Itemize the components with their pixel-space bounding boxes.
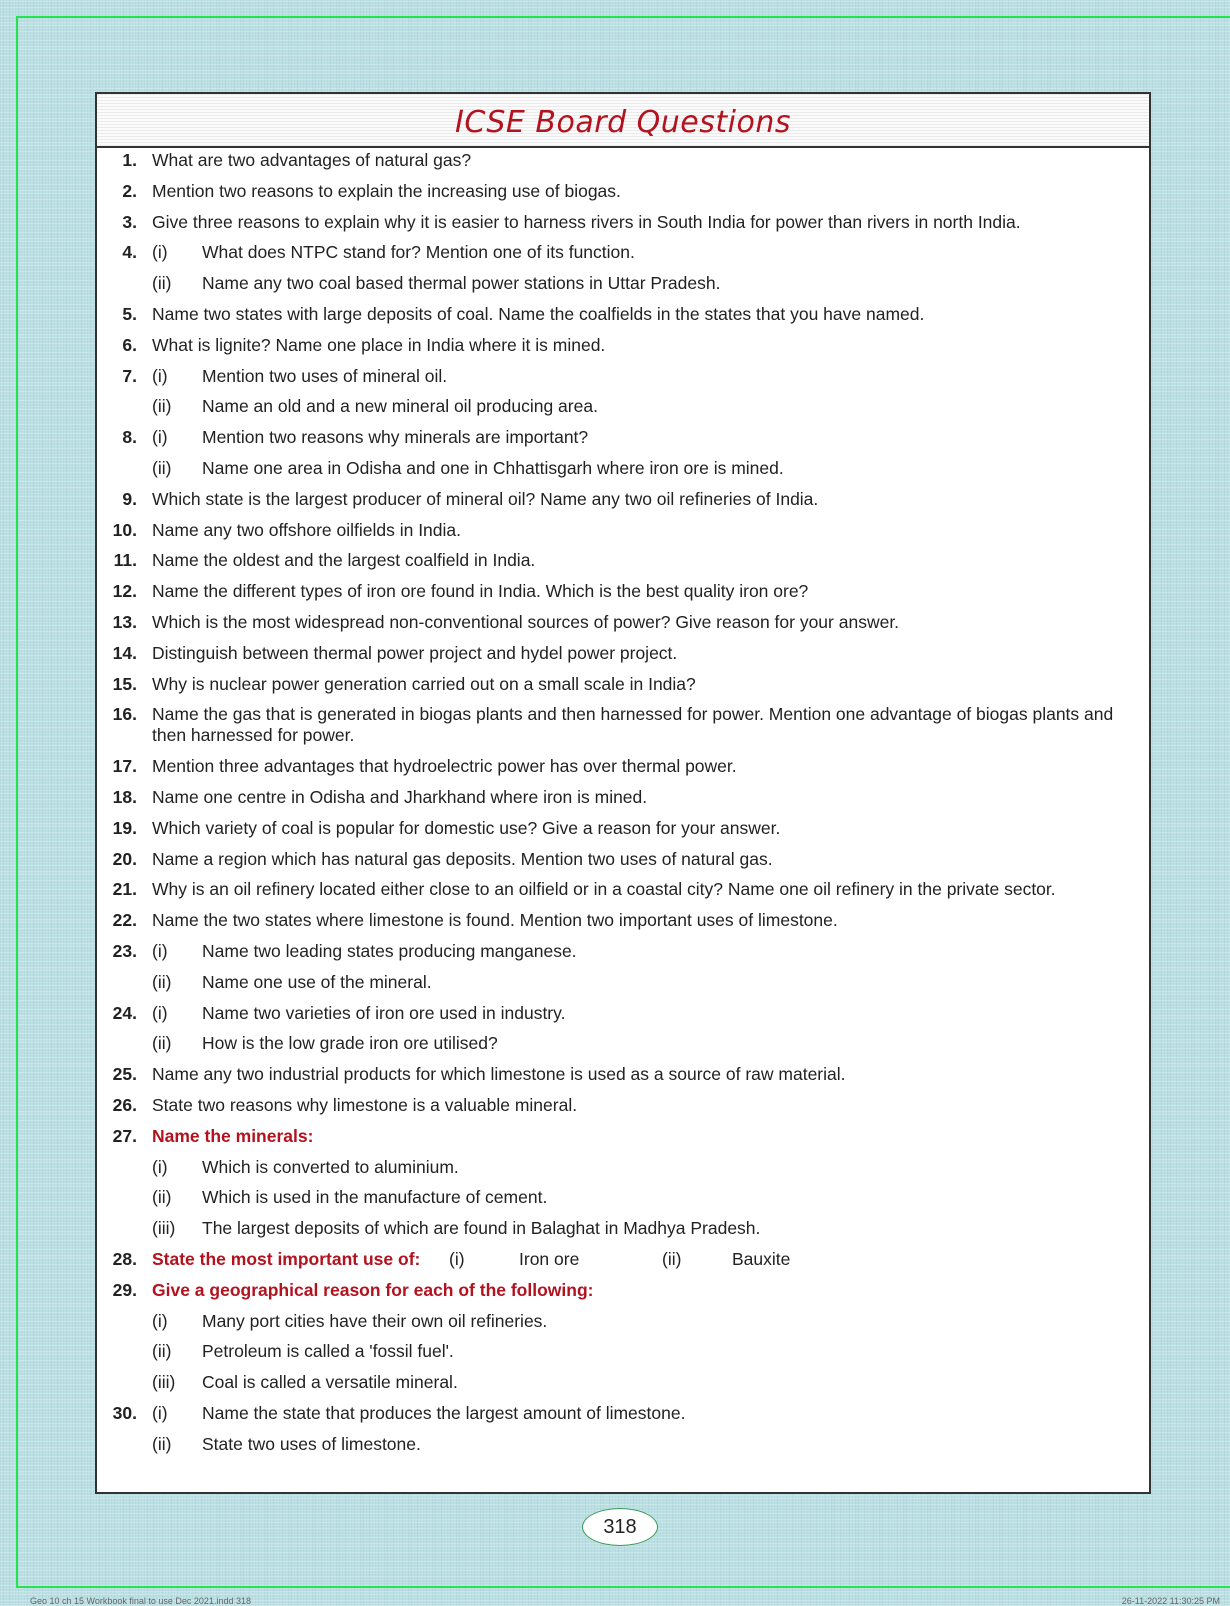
question-number: 24.	[112, 1002, 137, 1023]
question-number: 29.	[112, 1279, 137, 1300]
sub-question-label: (ii)	[152, 273, 172, 294]
question-number: 25.	[112, 1064, 137, 1085]
question-heading: Give a geographical reason for each of the following:	[152, 1279, 594, 1300]
question-text: Which state is the largest producer of mineral oil? Name any two oil refineries of India.	[152, 488, 819, 509]
inline-option-label: (ii)	[662, 1249, 682, 1269]
sub-question-label: (i)	[152, 941, 168, 961]
question-number: 26.	[112, 1095, 137, 1115]
sub-question-label: (ii)	[152, 1187, 172, 1208]
sub-question-text: Name any two coal based thermal power stations in Uttar Pradesh.	[202, 273, 721, 294]
question-text: Name two states with large deposits of coal. Name the coalfields in the states that you have named.	[152, 304, 925, 324]
question-number: 10.	[112, 519, 137, 540]
sub-question-label: (i)	[152, 365, 168, 386]
sub-question-text: Name two leading states producing manganese.	[202, 941, 577, 961]
question-number: 30.	[112, 1403, 137, 1423]
question-number: 13.	[112, 612, 137, 632]
sub-question-text: Coal is called a versatile mineral.	[202, 1372, 458, 1393]
sub-question-label: (ii)	[152, 1033, 172, 1054]
question-number: 18.	[112, 787, 137, 807]
sub-question-label: (i)	[152, 1002, 168, 1023]
question-text: Name one centre in Odisha and Jharkhand where iron is mined.	[152, 787, 648, 807]
question-number: 15.	[112, 673, 137, 694]
question-number: 27.	[112, 1125, 137, 1146]
inline-option-label: (i)	[449, 1249, 465, 1269]
sub-question-label: (ii)	[152, 458, 172, 478]
panel-header	[97, 94, 1149, 148]
question-number: 11.	[113, 550, 137, 571]
sub-question-text: Name an old and a new mineral oil producing area.	[202, 396, 598, 417]
footer-file-info: Geo 10 ch 15 Workbook final to use Dec 2021.indd 318	[30, 1596, 251, 1606]
sub-question-text: Petroleum is called a 'fossil fuel'.	[202, 1341, 454, 1362]
questions-panel	[95, 92, 1151, 1494]
sub-question-label: (iii)	[152, 1218, 176, 1239]
question-text: Which variety of coal is popular for domestic use? Give a reason for your answer.	[152, 817, 781, 838]
question-number: 8.	[122, 427, 137, 448]
sub-question-text: The largest deposits of which are found in Balaghat in Madhya Pradesh.	[202, 1218, 761, 1239]
page-number: 318	[582, 1508, 658, 1546]
sub-question-label: (i)	[152, 1156, 168, 1177]
sub-question-label: (i)	[152, 427, 168, 448]
question-number: 23.	[112, 941, 137, 961]
sub-question-label: (iii)	[152, 1372, 176, 1393]
question-heading: State the most important use of:	[152, 1249, 421, 1269]
question-text: Mention two reasons to explain the increasing use of biogas.	[152, 180, 621, 201]
sub-question-text: Many port cities have their own oil refineries.	[202, 1310, 548, 1331]
question-number: 28.	[112, 1249, 137, 1269]
question-text: What are two advantages of natural gas?	[152, 150, 472, 170]
question-number: 2.	[122, 180, 137, 201]
question-text: What is lignite? Name one place in India where it is mined.	[152, 334, 606, 355]
question-text: Why is nuclear power generation carried out on a small scale in India?	[152, 673, 696, 694]
question-text: Mention three advantages that hydroelectric power has over thermal power.	[152, 756, 737, 777]
sub-question-label: (ii)	[152, 971, 172, 992]
question-number: 3.	[122, 211, 137, 232]
sub-question-text: Name one area in Odisha and one in Chhattisgarh where iron ore is mined.	[202, 458, 784, 478]
question-number: 6.	[122, 334, 137, 355]
question-text: Name any two offshore oilfields in India.	[152, 519, 462, 540]
page-title: ICSE Board Questions	[455, 104, 791, 140]
sub-question-label: (ii)	[152, 1341, 172, 1362]
sub-question-text: Name two varieties of iron ore used in industry.	[202, 1002, 566, 1023]
question-number: 7.	[122, 365, 137, 386]
footer-timestamp: 26-11-2022 11:30:25 PM	[1121, 1596, 1220, 1606]
question-number: 20.	[112, 848, 137, 869]
question-text: Name the different types of iron ore found in India. Which is the best quality iron ore?	[152, 581, 809, 602]
question-number: 9.	[122, 488, 137, 509]
sub-question-label: (i)	[152, 242, 168, 263]
sub-question-text: Which is converted to aluminium.	[202, 1156, 459, 1177]
question-number: 19.	[112, 817, 137, 838]
question-text: Which is the most widespread non-conventional sources of power? Give reason for your answer.	[152, 612, 900, 632]
sub-question-label: (i)	[152, 1310, 168, 1331]
sub-question-text: State two uses of limestone.	[202, 1433, 421, 1454]
question-number: 17.	[112, 756, 137, 777]
sub-question-label: (ii)	[152, 396, 172, 417]
sub-question-label: (ii)	[152, 1433, 172, 1454]
question-number: 12.	[112, 581, 137, 602]
question-text: Name the two states where limestone is found. Mention two important uses of limestone.	[152, 910, 838, 931]
sub-question-text: Name one use of the mineral.	[202, 971, 432, 992]
question-number: 1.	[122, 150, 137, 170]
question-text: Give three reasons to explain why it is easier to harness rivers in South India for power than rivers in north India.	[152, 211, 1021, 232]
sub-question-text: Name the state that produces the largest amount of limestone.	[202, 1403, 686, 1423]
inline-option-text: Iron ore	[519, 1249, 580, 1269]
sub-question-text: Mention two reasons why minerals are important?	[202, 427, 589, 448]
question-heading: Name the minerals:	[152, 1125, 314, 1146]
sub-question-label: (i)	[152, 1403, 168, 1423]
sub-question-text: Mention two uses of mineral oil.	[202, 365, 448, 386]
question-number: 14.	[112, 642, 137, 663]
question-text: Name a region which has natural gas deposits. Mention two uses of natural gas.	[152, 848, 773, 869]
question-number: 4.	[122, 242, 137, 263]
question-text: Name the oldest and the largest coalfield in India.	[152, 550, 536, 571]
question-text: Name any two industrial products for which limestone is used as a source of raw material.	[152, 1064, 846, 1085]
inline-option-text: Bauxite	[732, 1249, 791, 1269]
question-text: Why is an oil refinery located either close to an oilfield or in a coastal city? Name one oil refinery in the private sector.	[152, 879, 1056, 900]
sub-question-text: What does NTPC stand for? Mention one of its function.	[202, 242, 635, 263]
question-text: State two reasons why limestone is a valuable mineral.	[152, 1095, 578, 1115]
question-text: Distinguish between thermal power project and hydel power project.	[152, 642, 678, 663]
question-number: 5.	[122, 304, 137, 324]
question-text: Name the gas that is generated in biogas plants and then harnessed for power. Mention one advantage of biogas plants and then harnessed for power.	[152, 704, 1114, 746]
question-number: 16.	[112, 704, 137, 725]
sub-question-text: Which is used in the manufacture of cement.	[202, 1187, 548, 1208]
question-number: 21.	[112, 879, 137, 900]
question-number: 22.	[112, 910, 137, 931]
sub-question-text: How is the low grade iron ore utilised?	[202, 1033, 498, 1054]
